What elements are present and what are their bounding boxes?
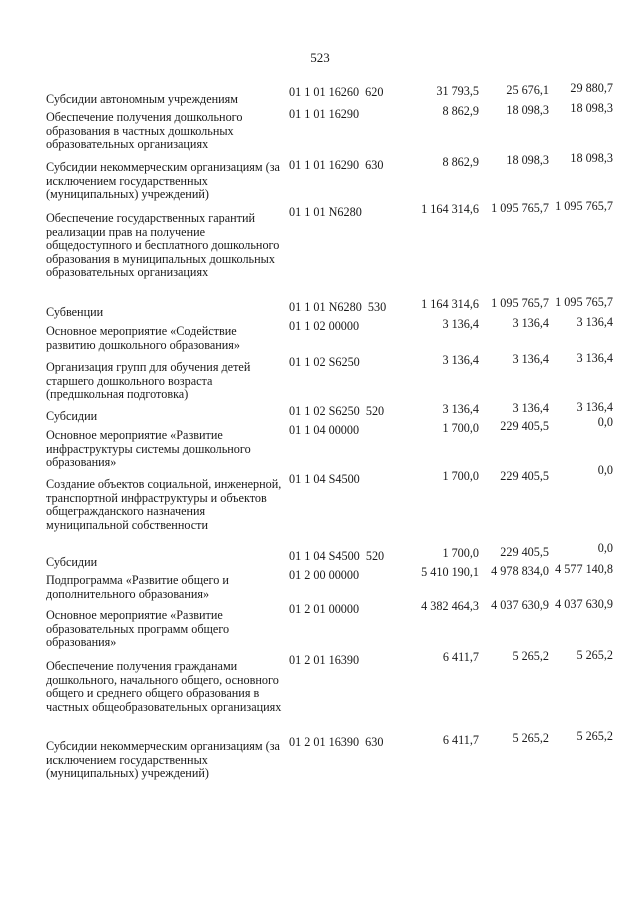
row-name: Субсидии автономным учреждениям — [46, 92, 238, 106]
row-name: Подпрограмма «Развитие общего и дополнительного образования» — [46, 573, 229, 601]
row-value-3: 5 265,2 — [576, 729, 613, 743]
row-value-2: 229 405,5 — [500, 419, 549, 433]
row-value-2: 3 136,4 — [512, 352, 549, 366]
row-value-2: 4 037 630,9 — [491, 598, 549, 612]
row-value-2: 1 095 765,7 — [491, 296, 549, 310]
row-value-3: 3 136,4 — [576, 351, 613, 365]
row-value-2: 5 265,2 — [512, 731, 549, 745]
row-value-3: 29 880,7 — [570, 81, 613, 95]
row-value-3: 0,0 — [597, 463, 613, 477]
row-code: 01 2 00 00000 — [289, 568, 360, 582]
row-value-1: 8 862,9 — [442, 155, 479, 169]
row-value-1: 6 411,7 — [442, 733, 479, 747]
row-value-1: 1 164 314,6 — [421, 202, 479, 216]
row-value-1: 1 700,0 — [442, 469, 479, 483]
row-code: 01 1 04 00000 — [289, 423, 360, 437]
row-name: Обеспечение государственных гарантий реализации прав на получение общедоступного и бесплатного дошкольного образования в муниципальных дошкольных образовательных организациях — [46, 211, 280, 280]
row-name: Субвенции — [46, 305, 104, 319]
row-code: 01 1 01 N6280 — [289, 205, 362, 219]
row-value-1: 1 164 314,6 — [421, 297, 479, 311]
page-number: 523 — [310, 50, 330, 65]
row-code: 01 1 01 16260 620 — [289, 85, 384, 99]
row-value-2: 229 405,5 — [500, 469, 549, 483]
row-value-3: 4 577 140,8 — [555, 562, 613, 576]
row-value-1: 6 411,7 — [442, 650, 479, 664]
row-name: Субсидии — [46, 555, 98, 569]
row-value-3: 18 098,3 — [570, 151, 613, 165]
row-value-2: 3 136,4 — [512, 316, 549, 330]
row-value-3: 0,0 — [597, 541, 613, 555]
row-name: Создание объектов социальной, инженерной, транспортной инфраструктуры и объектов общегражданского назначения муниципальной собственности — [46, 477, 282, 532]
row-value-1: 5 410 190,1 — [421, 565, 479, 579]
row-value-2: 5 265,2 — [512, 649, 549, 663]
row-value-3: 3 136,4 — [576, 315, 613, 329]
row-code: 01 1 01 16290 630 — [289, 158, 384, 172]
row-value-1: 1 700,0 — [442, 421, 479, 435]
row-name: Обеспечение получения гражданами дошкольного, начального общего, основного общего и среднего общего образования в частных общеобразовательных организациях — [46, 659, 282, 714]
row-code: 01 1 02 S6250 — [289, 355, 360, 369]
row-value-1: 3 136,4 — [442, 353, 479, 367]
row-name: Субсидии — [46, 409, 98, 423]
row-value-1: 1 700,0 — [442, 546, 479, 560]
row-name: Организация групп для обучения детей старшего дошкольного возраста (предшкольная подготовка) — [46, 360, 251, 402]
row-name: Основное мероприятие «Содействие развитию дошкольного образования» — [46, 324, 240, 352]
row-value-3: 3 136,4 — [576, 400, 613, 414]
row-value-2: 25 676,1 — [506, 83, 549, 97]
row-value-1: 31 793,5 — [436, 84, 479, 98]
row-value-1: 3 136,4 — [442, 402, 479, 416]
row-name: Основное мероприятие «Развитие инфраструктуры системы дошкольного образования» — [46, 428, 251, 470]
row-value-1: 4 382 464,3 — [421, 599, 479, 613]
row-value-2: 229 405,5 — [500, 545, 549, 559]
row-code: 01 2 01 00000 — [289, 602, 360, 616]
row-code: 01 1 02 00000 — [289, 319, 360, 333]
row-code: 01 1 01 16290 — [289, 107, 360, 121]
row-name: Основное мероприятие «Развитие образовательных программ общего образования» — [46, 608, 230, 650]
row-value-2: 18 098,3 — [506, 103, 549, 117]
row-value-3: 5 265,2 — [576, 648, 613, 662]
row-value-3: 1 095 765,7 — [555, 199, 613, 213]
row-code: 01 1 01 N6280 530 — [289, 300, 387, 314]
row-value-3: 18 098,3 — [570, 101, 613, 115]
row-value-3: 1 095 765,7 — [555, 295, 613, 309]
row-code: 01 1 02 S6250 520 — [289, 404, 385, 418]
row-name: Субсидии некоммерческим организациям (за исключением государственных (муниципальных) учреждений) — [46, 160, 280, 202]
row-value-2: 18 098,3 — [506, 153, 549, 167]
row-value-2: 4 978 834,0 — [491, 564, 549, 578]
row-value-1: 8 862,9 — [442, 104, 479, 118]
row-value-3: 0,0 — [597, 415, 613, 429]
row-value-2: 3 136,4 — [512, 401, 549, 415]
row-code: 01 2 01 16390 — [289, 653, 360, 667]
row-name: Обеспечение получения дошкольного образования в частных дошкольных образовательных организациях — [46, 110, 243, 152]
row-value-3: 4 037 630,9 — [555, 597, 613, 611]
row-code: 01 1 04 S4500 — [289, 472, 360, 486]
row-name: Субсидии некоммерческим организациям (за исключением государственных (муниципальных) учреждений) — [46, 739, 280, 781]
row-code: 01 2 01 16390 630 — [289, 735, 384, 749]
row-value-1: 3 136,4 — [442, 317, 479, 331]
row-code: 01 1 04 S4500 520 — [289, 549, 385, 563]
row-value-2: 1 095 765,7 — [491, 201, 549, 215]
